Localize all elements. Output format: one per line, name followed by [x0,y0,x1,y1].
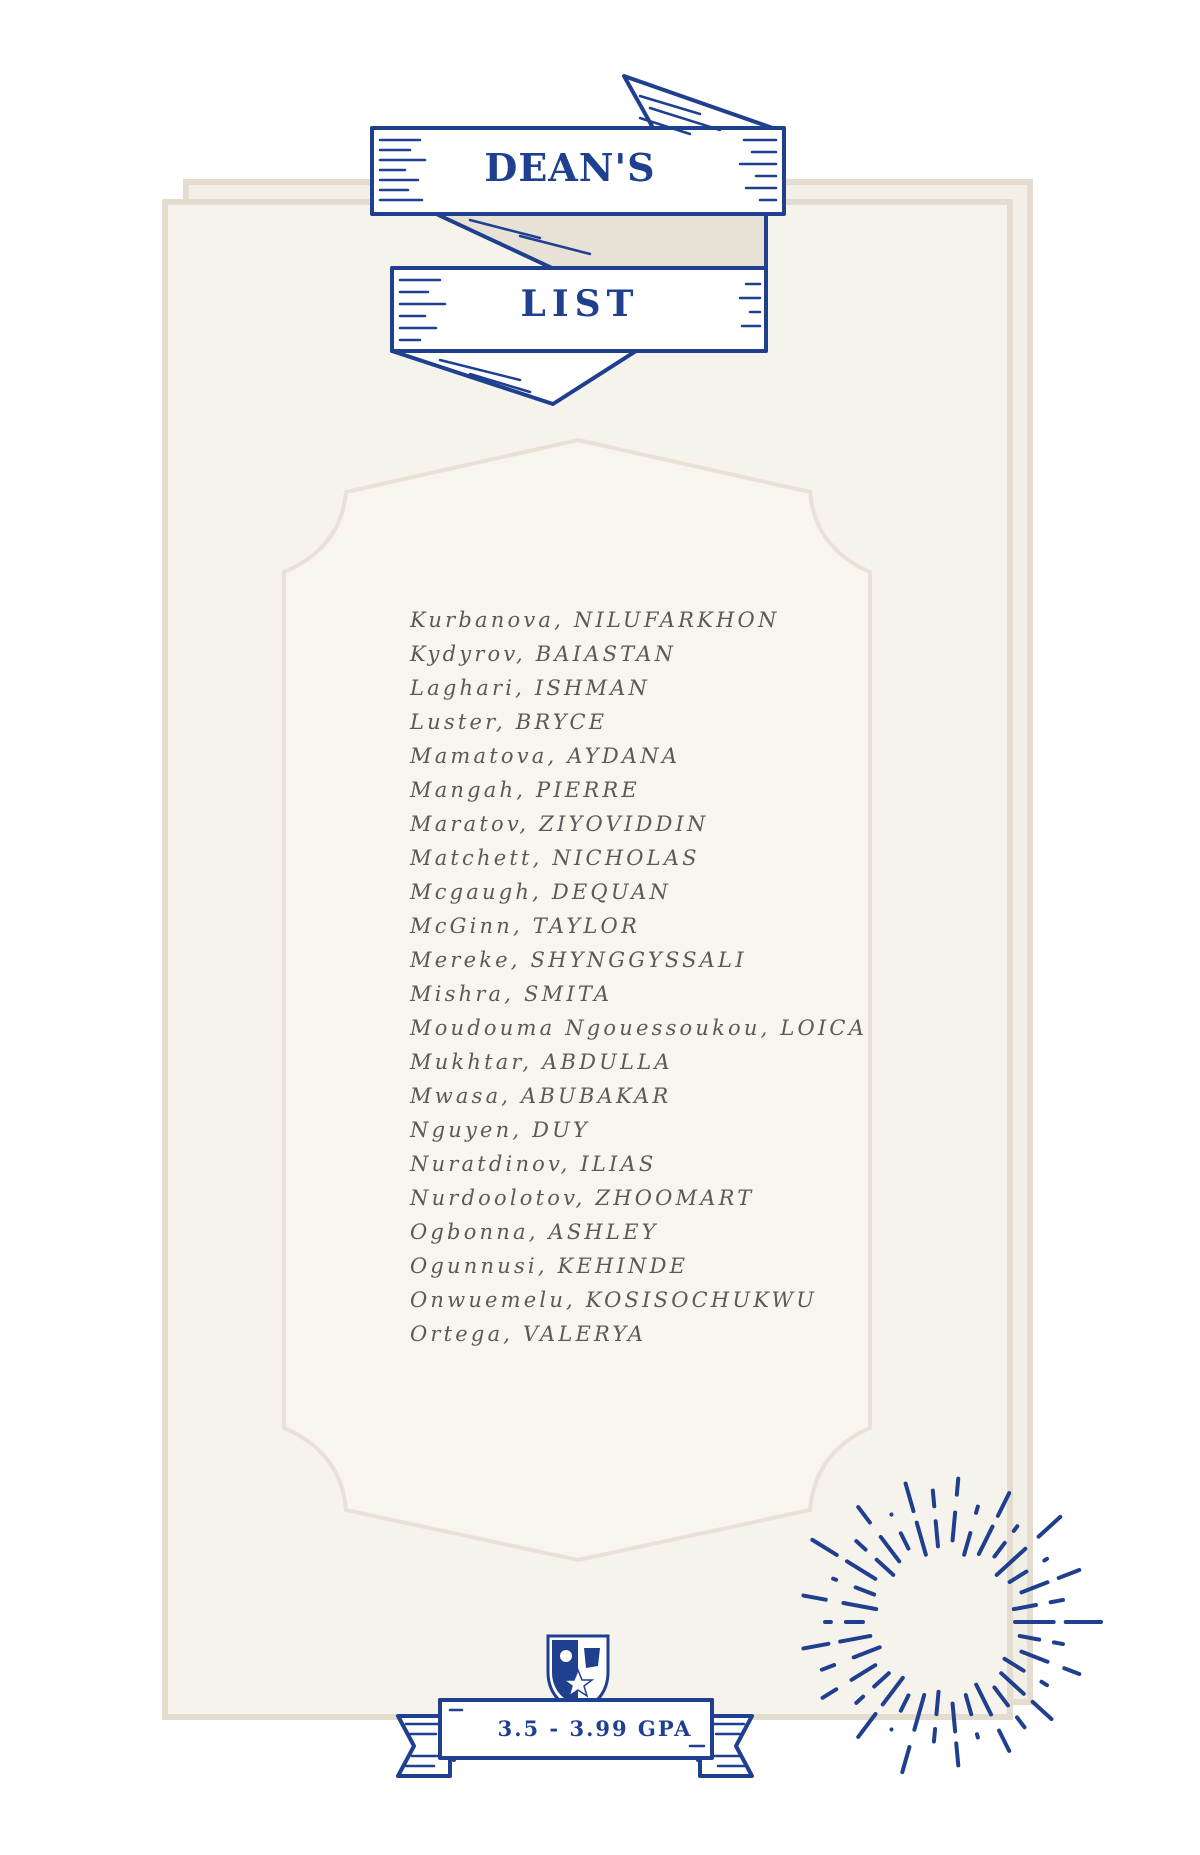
sunburst-ray [934,1729,935,1741]
sunburst-ray [936,1521,938,1546]
sunburst-ray [1054,1642,1063,1644]
honoree-name: Mishra, SMITA [410,982,613,1006]
honoree-name: Onwuemelu, KOSISOCHUKWU [410,1288,818,1312]
sunburst-ray [953,1513,956,1541]
honoree-name: Maratov, ZIYOVIDDIN [410,812,709,836]
honoree-name: Nurdoolotov, ZHOOMART [410,1186,755,1210]
sunburst-ray [936,1692,938,1714]
sunburst-ray [902,1747,909,1772]
honoree-name: Nguyen, DUY [410,1118,591,1142]
honoree-name: Mwasa, ABUBAKAR [410,1084,672,1108]
sunburst-ray [977,1734,978,1737]
sunburst-ray [1017,1717,1025,1727]
gpa-range-label: 3.5 - 3.99 GPA [497,1716,693,1741]
sunburst-ray [976,1507,978,1513]
honoree-name: Matchett, NICHOLAS [410,846,700,870]
sunburst-ray [956,1743,958,1765]
honoree-name: Laghari, ISHMAN [410,676,651,700]
honoree-name: Luster, BRYCE [410,710,608,734]
sunburst-ray [957,1479,958,1495]
sunburst-ray [1059,1570,1080,1578]
honoree-name: Kydyrov, BAIASTAN [410,642,677,666]
honoree-name: Moudouma Ngouessoukou, LOICA [410,1016,868,1040]
honoree-name: Mcgaugh, DEQUAN [410,880,672,904]
sunburst-ray [1033,1702,1052,1719]
honoree-name: Ogunnusi, KEHINDE [410,1254,689,1278]
sunburst-ray [1064,1668,1079,1674]
sunburst-ray [999,1731,1009,1751]
sunburst-ray [1041,1682,1047,1685]
title-line-deans: DEAN'S [484,145,656,190]
honoree-name: Ortega, VALERYA [410,1322,647,1346]
honoree-name: Mamatova, AYDANA [410,744,681,768]
honoree-name: Mereke, SHYNGGYSSALI [410,948,747,972]
honoree-name: Kurbanova, NILUFARKHON [410,608,780,632]
sunburst-ray [933,1491,934,1507]
honoree-name: Mukhtar, ABDULLA [410,1050,673,1074]
sunburst-ray [1044,1559,1047,1561]
sunburst-ray [1051,1600,1063,1602]
honoree-name: Mangah, PIERRE [410,778,640,802]
title-line-list: LIST [520,283,640,325]
honoree-name: Ogbonna, ASHLEY [410,1220,659,1244]
honoree-name: McGinn, TAYLOR [410,914,640,938]
sunburst-ray [1014,1526,1018,1531]
sunburst-ray [1039,1517,1061,1537]
honoree-name-list [410,603,868,1351]
honoree-name: Nuratdinov, ILIAS [410,1152,657,1176]
sunburst-ray [833,1579,836,1580]
sunburst-ray [953,1704,956,1732]
